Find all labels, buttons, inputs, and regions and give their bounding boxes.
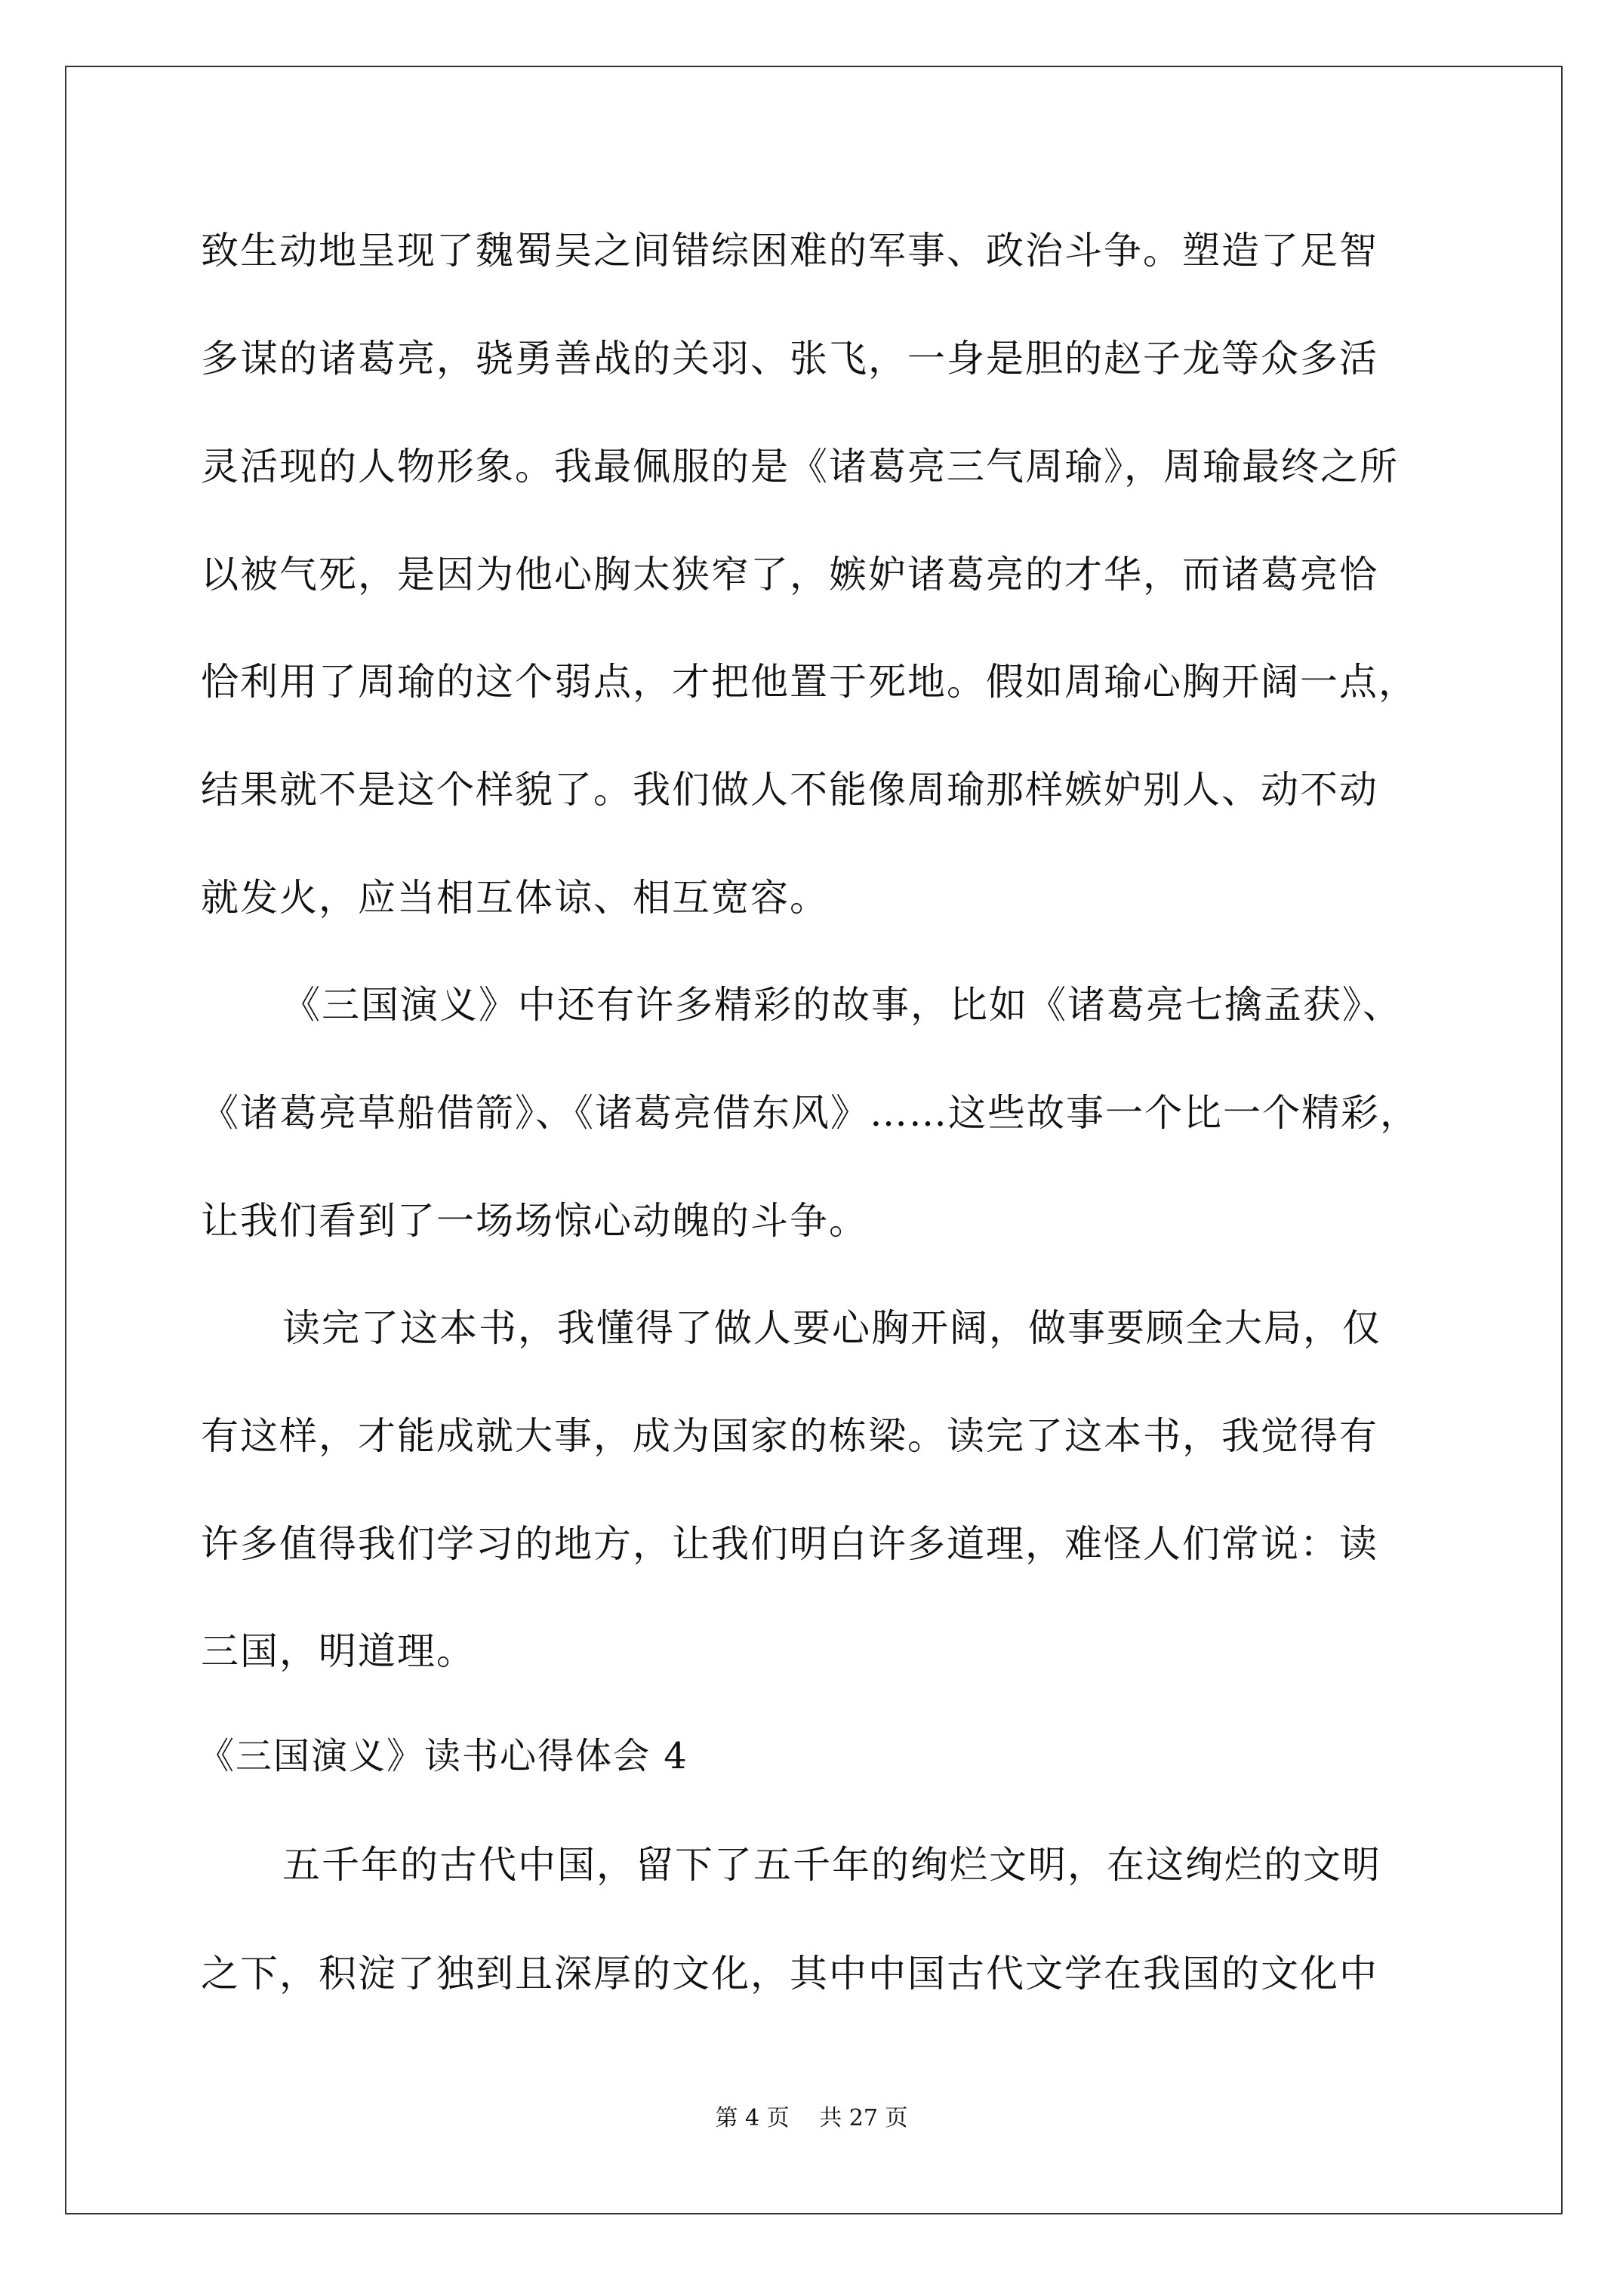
text-line: 有这样，才能成就大事，成为国家的栋梁。读完了这本书，我觉得有 xyxy=(201,1414,1378,1458)
text-line: 许多值得我们学习的地方，让我们明白许多道理，难怪人们常说：读 xyxy=(201,1522,1378,1566)
text-line: 多谋的诸葛亮，骁勇善战的关羽、张飞，一身是胆的赵子龙等众多活 xyxy=(201,337,1378,381)
text-line: 之下，积淀了独到且深厚的文化，其中中国古代文学在我国的文化中 xyxy=(201,1952,1378,1996)
page-border xyxy=(65,66,1563,2214)
text-line: 灵活现的人物形象。我最佩服的是《诸葛亮三气周瑜》，周瑜最终之所 xyxy=(201,445,1399,488)
text-line: 让我们看到了一场场惊心动魄的斗争。 xyxy=(201,1199,868,1243)
text-line: 五千年的古代中国，留下了五千年的绚烂文明，在这绚烂的文明 xyxy=(282,1843,1381,1887)
text-line: 就发火，应当相互体谅、相互宽容。 xyxy=(201,876,829,920)
text-line: 读完了这本书，我懂得了做人要心胸开阔，做事要顾全大局，仅 xyxy=(282,1306,1381,1350)
text-line: 致生动地呈现了魏蜀吴之间错综困难的军事、政治斗争。塑造了足智 xyxy=(201,229,1378,273)
text-line: 以被气死，是因为他心胸太狭窄了，嫉妒诸葛亮的才华，而诸葛亮恰 xyxy=(201,553,1378,596)
text-line: 三国，明道理。 xyxy=(201,1629,476,1673)
text-line: 恰利用了周瑜的这个弱点，才把他置于死地。假如周瑜心胸开阔一点， xyxy=(201,660,1418,704)
section-heading: 《三国演义》读书心得体会 4 xyxy=(198,1735,688,1777)
page-number-footer: 第 4 页 共 27 页 xyxy=(715,2105,908,2131)
text-line: 《三国演义》中还有许多精彩的故事，比如《诸葛亮七擒孟获》、 xyxy=(282,983,1402,1027)
text-line: 《诸葛亮草船借箭》、《诸葛亮借东风》……这些故事一个比一个精彩， xyxy=(201,1091,1419,1135)
text-line: 结果就不是这个样貌了。我们做人不能像周瑜那样嫉妒别人、动不动 xyxy=(201,768,1378,812)
